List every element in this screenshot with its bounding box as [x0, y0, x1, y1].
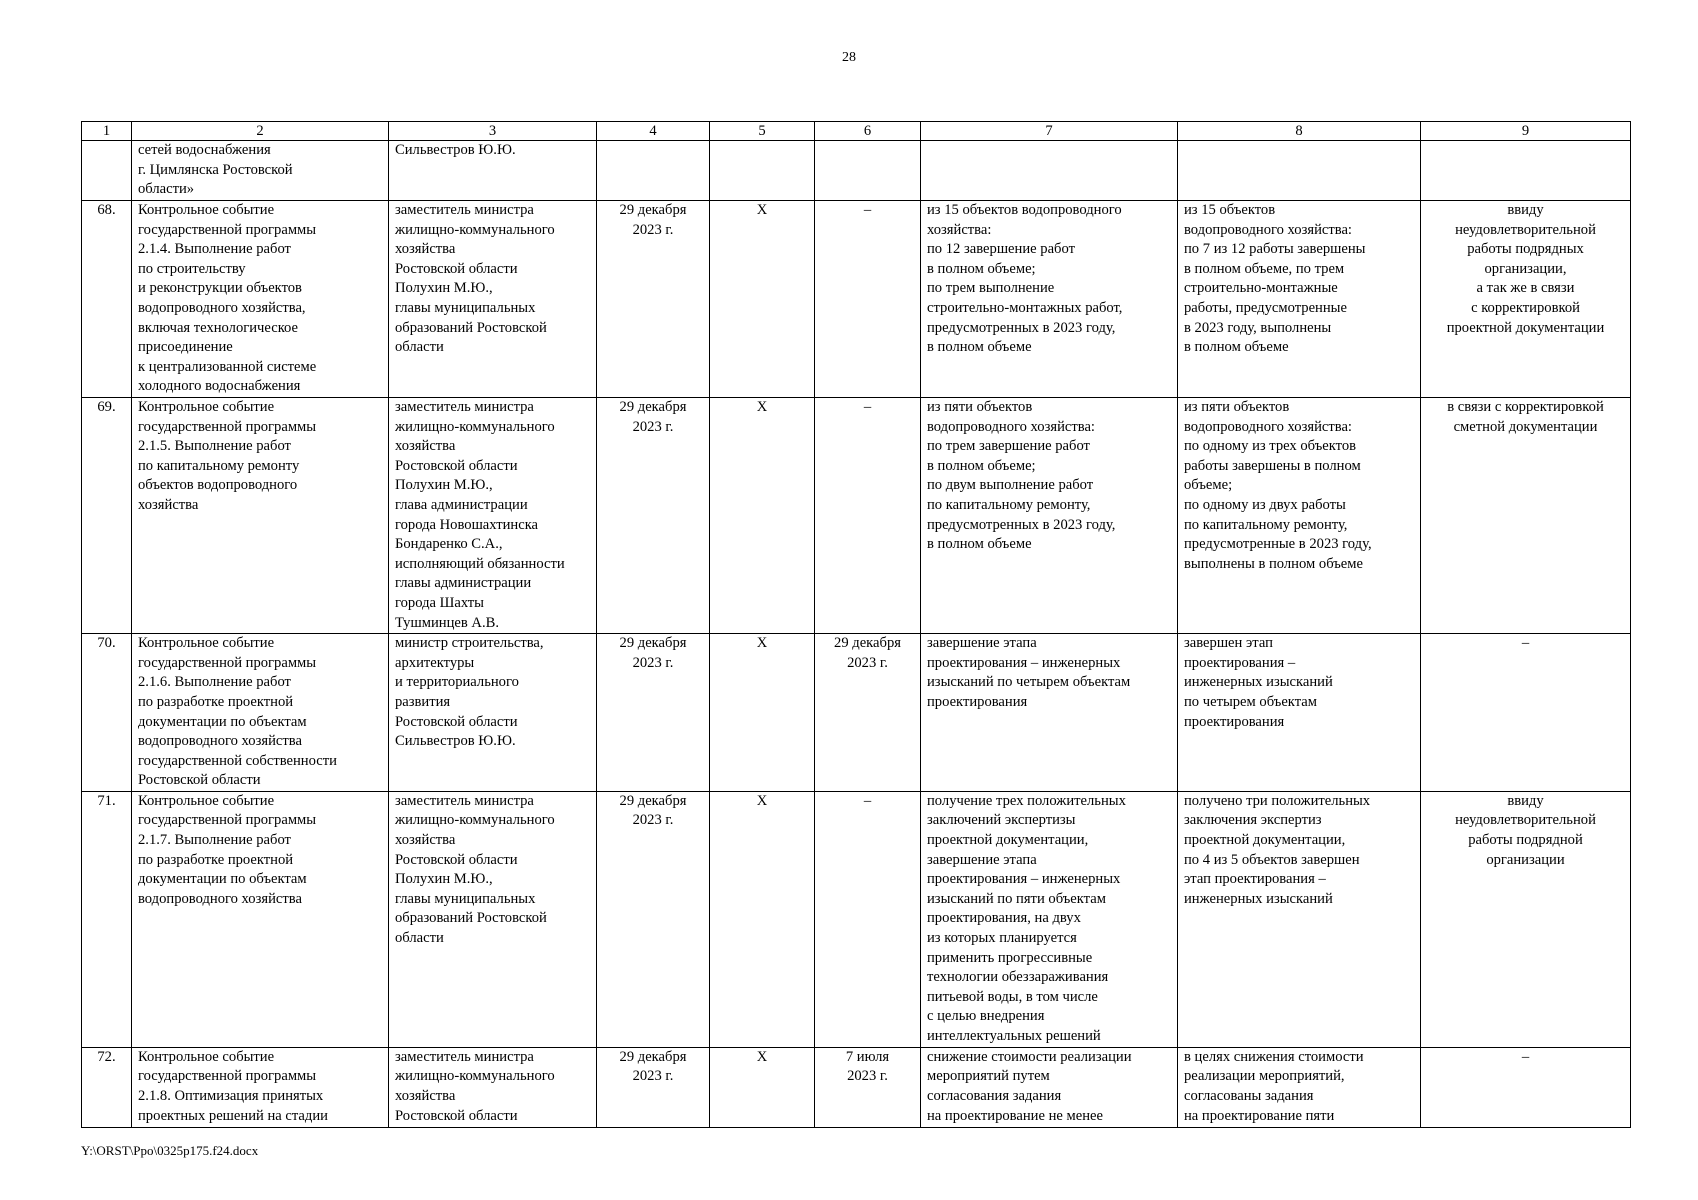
event-cell: Контрольное событие государственной программы 2.1.4. Выполнение работ по строительству и реконструкции объектов водопроводного хозяйства, включая технологическое присоединение к централизованной системе холодного водоснабжения — [132, 201, 389, 398]
actual-result-cell: в целях снижения стоимости реализации мероприятий, согласованы задания на проектирование пяти — [1178, 1047, 1421, 1127]
row-number-cell: 70. — [82, 634, 132, 792]
row-number-cell: 71. — [82, 791, 132, 1047]
column-5-cell: Х — [710, 398, 815, 634]
table-row — [82, 398, 1631, 634]
planned-result-cell: из 15 объектов водопроводного хозяйства: по 12 завершение работ в полном объеме; по трем выполнение строительно-монтажных работ, предусмотренных в 2023 году, в полном объеме — [921, 201, 1178, 398]
actual-date-cell: – — [815, 791, 921, 1047]
column-number-cell: 8 — [1178, 122, 1421, 141]
reason-cell: – — [1421, 634, 1631, 792]
actual-result-cell: из 15 объектов водопроводного хозяйства: по 7 из 12 работы завершены в полном объеме, по трем строительно-монтажные работы, предусмотренные в 2023 году, выполнены в полном объеме — [1178, 201, 1421, 398]
column-number-cell: 2 — [132, 122, 389, 141]
planned-result-cell: получение трех положительных заключений экспертизы проектной документации, завершение этапа проектирования – инженерных изысканий по пяти объектам проектирования, на двух из которых планируется применить прогрессивные технологии обеззараживания питьевой воды, в том числе с целью внедрения интеллектуальных решений — [921, 791, 1178, 1047]
column-5-cell: Х — [710, 634, 815, 792]
file-path-footer: Y:\ORST\Ppo\0325p175.f24.docx — [81, 1143, 259, 1158]
planned-result-cell: снижение стоимости реализации мероприятий путем согласования задания на проектирование не менее — [921, 1047, 1178, 1127]
page-number: 28 — [842, 50, 856, 65]
responsible-cell: заместитель министра жилищно-коммунального хозяйства Ростовской области Полухин М.Ю., главы муниципальных образований Ростовской области — [389, 791, 597, 1047]
table-row — [82, 791, 1631, 1047]
row-number-cell — [82, 141, 132, 201]
table-row — [82, 201, 1631, 398]
actual-date-cell: – — [815, 398, 921, 634]
planned-date-cell: 29 декабря 2023 г. — [597, 634, 710, 792]
planned-date-cell: 29 декабря 2023 г. — [597, 1047, 710, 1127]
reason-cell: ввиду неудовлетворительной работы подрядных организации, а так же в связи с корректировкой проектной документации — [1421, 201, 1631, 398]
reason-cell: – — [1421, 1047, 1631, 1127]
row-number-cell: 68. — [82, 201, 132, 398]
column-number-cell: 6 — [815, 122, 921, 141]
event-cell: Контрольное событие государственной программы 2.1.5. Выполнение работ по капитальному ремонту объектов водопроводного хозяйства — [132, 398, 389, 634]
planned-result-cell — [921, 141, 1178, 201]
planned-result-cell: завершение этапа проектирования – инженерных изысканий по четырем объектам проектирования — [921, 634, 1178, 792]
actual-date-cell: – — [815, 201, 921, 398]
column-number-cell: 4 — [597, 122, 710, 141]
event-cell: Контрольное событие государственной программы 2.1.7. Выполнение работ по разработке проектной документации по объектам водопроводного хозяйства — [132, 791, 389, 1047]
responsible-cell: заместитель министра жилищно-коммунального хозяйства Ростовской области — [389, 1047, 597, 1127]
planned-date-cell — [597, 141, 710, 201]
column-number-row — [82, 122, 1631, 141]
reason-cell: в связи с корректировкой сметной документации — [1421, 398, 1631, 634]
report-table — [81, 121, 1631, 1128]
column-number-cell: 3 — [389, 122, 597, 141]
actual-date-cell: 7 июля 2023 г. — [815, 1047, 921, 1127]
table-row — [82, 634, 1631, 792]
responsible-cell: Сильвестров Ю.Ю. — [389, 141, 597, 201]
column-5-cell — [710, 141, 815, 201]
column-number-cell: 9 — [1421, 122, 1631, 141]
actual-result-cell — [1178, 141, 1421, 201]
planned-result-cell: из пяти объектов водопроводного хозяйства: по трем завершение работ в полном объеме; по двум выполнение работ по капитальному ремонту, предусмотренных в 2023 году, в полном объеме — [921, 398, 1178, 634]
table-row — [82, 1047, 1631, 1127]
row-number-cell: 72. — [82, 1047, 132, 1127]
column-5-cell: Х — [710, 791, 815, 1047]
planned-date-cell: 29 декабря 2023 г. — [597, 201, 710, 398]
responsible-cell: заместитель министра жилищно-коммунального хозяйства Ростовской области Полухин М.Ю., главы муниципальных образований Ростовской области — [389, 201, 597, 398]
event-cell: Контрольное событие государственной программы 2.1.8. Оптимизация принятых проектных решений на стадии — [132, 1047, 389, 1127]
event-cell: Контрольное событие государственной программы 2.1.6. Выполнение работ по разработке проектной документации по объектам водопроводного хозяйства государственной собственности Ростовской области — [132, 634, 389, 792]
column-number-cell: 7 — [921, 122, 1178, 141]
responsible-cell: заместитель министра жилищно-коммунального хозяйства Ростовской области Полухин М.Ю., глава администрации города Новошахтинска Бондаренко С.А., исполняющий обязанности главы администрации города Шахты Тушминцев А.В. — [389, 398, 597, 634]
actual-result-cell: получено три положительных заключения экспертиз проектной документации, по 4 из 5 объектов завершен этап проектирования – инженерных изысканий — [1178, 791, 1421, 1047]
responsible-cell: министр строительства, архитектуры и территориального развития Ростовской области Сильвестров Ю.Ю. — [389, 634, 597, 792]
actual-result-cell: завершен этап проектирования – инженерных изысканий по четырем объектам проектирования — [1178, 634, 1421, 792]
reason-cell — [1421, 141, 1631, 201]
actual-date-cell — [815, 141, 921, 201]
actual-date-cell: 29 декабря 2023 г. — [815, 634, 921, 792]
table-row — [82, 141, 1631, 201]
row-number-cell: 69. — [82, 398, 132, 634]
column-5-cell: Х — [710, 1047, 815, 1127]
column-number-cell: 1 — [82, 122, 132, 141]
planned-date-cell: 29 декабря 2023 г. — [597, 791, 710, 1047]
planned-date-cell: 29 декабря 2023 г. — [597, 398, 710, 634]
event-cell: сетей водоснабжения г. Цимлянска Ростовской области» — [132, 141, 389, 201]
column-5-cell: Х — [710, 201, 815, 398]
column-number-cell: 5 — [710, 122, 815, 141]
actual-result-cell: из пяти объектов водопроводного хозяйства: по одному из трех объектов работы завершены в полном объеме; по одному из двух работы по капитальному ремонту, предусмотренные в 2023 году, выполнены в полном объеме — [1178, 398, 1421, 634]
reason-cell: ввиду неудовлетворительной работы подрядной организации — [1421, 791, 1631, 1047]
